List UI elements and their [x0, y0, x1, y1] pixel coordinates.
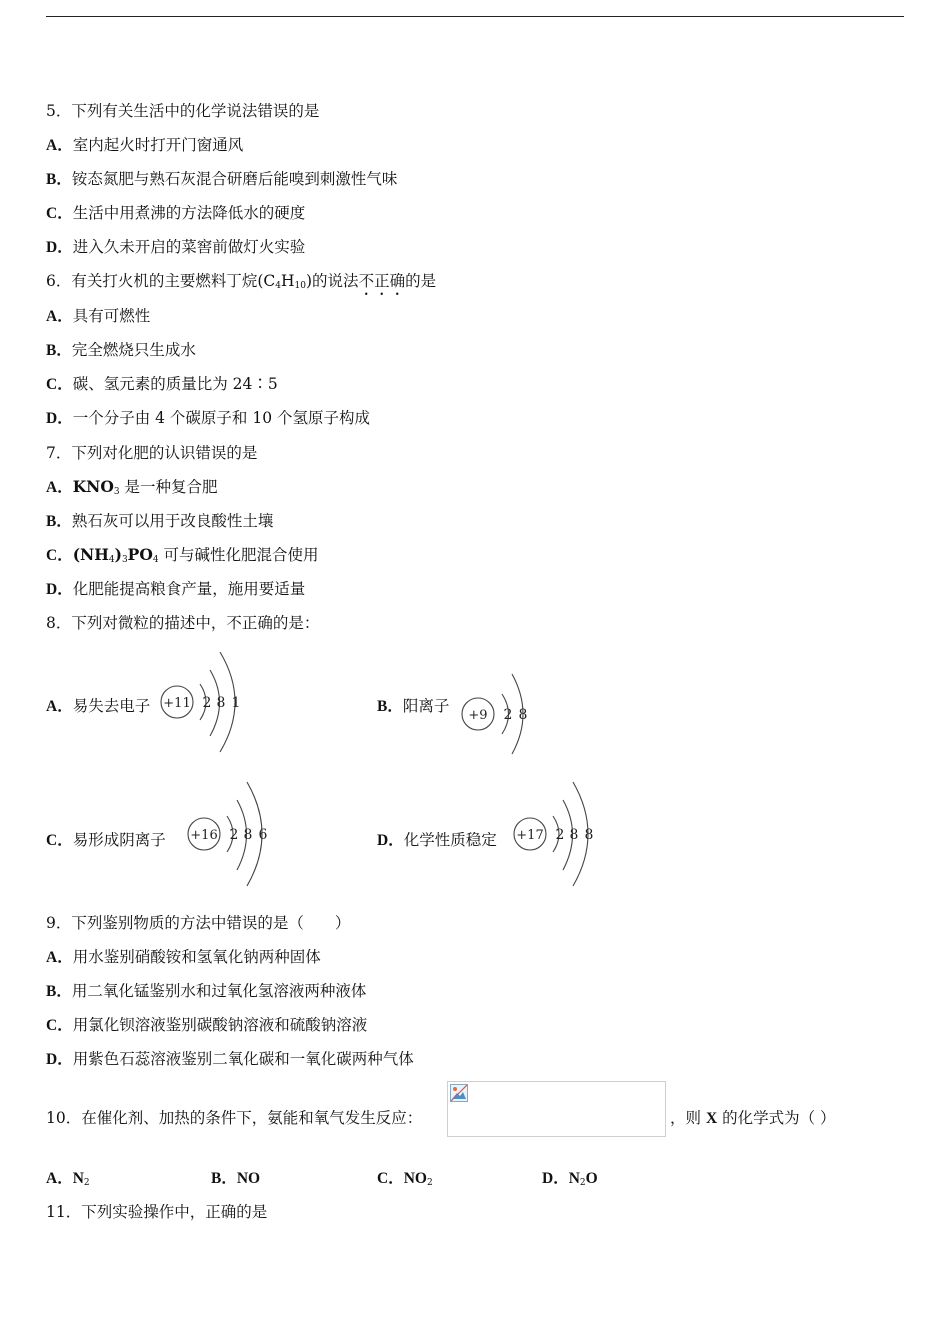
q6-option-b — [46, 340, 196, 361]
atom-structure-d — [511, 778, 601, 890]
formula: N — [568, 1170, 580, 1187]
atom-structure-a — [158, 646, 248, 756]
option-label: D． — [46, 239, 73, 256]
q10-stem — [46, 1108, 422, 1128]
electron-count: 1 — [231, 695, 241, 711]
formula: O — [585, 1170, 598, 1187]
q10-option-b — [211, 1168, 260, 1189]
formula-sub: 2 — [83, 1178, 90, 1188]
q5-option-d — [46, 237, 305, 258]
option-label: A． — [46, 308, 73, 325]
option-text: 铵态氮肥与熟石灰混合研磨后能嗅到刺激性气味 — [71, 170, 398, 188]
option-label: C． — [46, 376, 73, 393]
option-text: 完全燃烧只生成水 — [71, 341, 196, 359]
option-label: C． — [46, 547, 73, 564]
equation-image-placeholder — [447, 1081, 666, 1137]
q5-option-a — [46, 135, 243, 156]
option-label: D． — [46, 410, 73, 427]
q9-option-b — [46, 981, 366, 1002]
atom-diagram-b — [460, 668, 535, 758]
nucleus-charge: +11 — [163, 696, 191, 711]
nucleus-charge: +16 — [190, 828, 218, 843]
q7-option-c — [46, 545, 319, 566]
option-text: 熟石灰可以用于改良酸性土壤 — [71, 512, 274, 530]
q9-stem — [46, 913, 350, 933]
option-label: A． — [46, 698, 73, 715]
header-rule — [46, 16, 904, 17]
option-label: A． — [46, 949, 73, 966]
electron-count: 6 — [258, 827, 268, 843]
option-label: C． — [46, 832, 73, 849]
option-text: 进入久未开启的菜窖前做灯火实验 — [72, 238, 306, 256]
formula: PO — [127, 545, 153, 564]
option-label: D． — [377, 832, 404, 849]
option-text: 用氯化钡溶液鉴别碳酸钠溶液和硫酸钠溶液 — [72, 1016, 368, 1034]
option-label: A． — [46, 137, 73, 154]
q6-emphasis: 不正确 — [358, 272, 406, 290]
q7-stem — [46, 443, 257, 463]
q8-stem — [46, 613, 319, 633]
option-label: C． — [46, 205, 73, 222]
q9-option-c — [46, 1015, 367, 1036]
option-text: 生活中用煮沸的方法降低水的硬度 — [72, 204, 306, 222]
q6-mid: H — [281, 272, 295, 290]
q7-option-b — [46, 511, 273, 532]
electron-count: 8 — [584, 827, 594, 843]
option-text: 是一种复合肥 — [119, 478, 218, 496]
nucleus-charge: +9 — [468, 708, 488, 723]
q6-stem-pre: 6．有关打火机的主要燃料丁烷(C — [46, 272, 276, 290]
formula: NO — [236, 1170, 261, 1187]
q8-option-b — [377, 696, 449, 717]
option-text: 用水鉴别硝酸铵和氢氧化钠两种固体 — [72, 948, 321, 966]
q5-option-b — [46, 169, 397, 190]
atom-diagram-d — [511, 778, 601, 890]
option-label: A． — [46, 1170, 73, 1187]
option-text: 用紫色石蕊溶液鉴别二氧化碳和一氧化碳两种气体 — [72, 1050, 414, 1068]
option-text: 碳、氢元素的质量比为 24∶5 — [72, 375, 278, 393]
q6-stem — [46, 271, 436, 299]
electron-count: 2 — [503, 707, 513, 723]
option-text: 具有可燃性 — [72, 307, 151, 325]
q8-option-d — [377, 830, 497, 851]
electron-count: 8 — [518, 707, 528, 723]
q10-option-d — [542, 1168, 598, 1189]
formula-sub: 4 — [108, 555, 115, 565]
option-label: D． — [542, 1170, 569, 1187]
q9-option-d — [46, 1049, 414, 1070]
q10-after-post: 的化学式为（ ） — [717, 1109, 836, 1127]
option-label: C． — [46, 1017, 73, 1034]
electron-count: 2 — [555, 827, 565, 843]
q8-stem-text: 8．下列对微粒的描述中，不正确的是： — [46, 614, 320, 632]
option-label: D． — [46, 1051, 73, 1068]
electron-count: 2 — [202, 695, 212, 711]
nucleus-charge: +17 — [516, 828, 544, 843]
q8-option-a — [46, 696, 150, 717]
option-label: B． — [377, 698, 403, 715]
option-label: D． — [46, 581, 73, 598]
q10-option-a — [46, 1168, 90, 1189]
formula: (NH — [72, 545, 109, 564]
option-label: B． — [46, 342, 72, 359]
atom-diagram-a — [158, 646, 248, 756]
option-text: 易形成阴离子 — [72, 831, 166, 849]
q6-stem-post: )的说法 — [306, 272, 359, 290]
electron-count: 2 — [229, 827, 239, 843]
q11-stem — [46, 1202, 267, 1222]
option-text: 可与碱性化肥混合使用 — [158, 546, 319, 564]
q10-stem-after — [670, 1108, 836, 1129]
q9-option-a — [46, 947, 321, 968]
q10-x: X — [705, 1110, 718, 1127]
q11-stem-text: 11．下列实验操作中，正确的是 — [46, 1203, 268, 1221]
q8-option-c — [46, 830, 166, 851]
electron-count: 8 — [243, 827, 253, 843]
formula-sub: 2 — [579, 1178, 586, 1188]
q7-stem-text: 7．下列对化肥的认识错误的是 — [46, 444, 258, 462]
atom-diagram-c — [185, 778, 275, 890]
q6-option-c — [46, 374, 278, 395]
formula: N — [72, 1170, 84, 1187]
electron-count: 8 — [569, 827, 579, 843]
q7-option-d — [46, 579, 305, 600]
formula-sub: 3 — [113, 487, 120, 497]
formula-sub: 2 — [426, 1178, 433, 1188]
q6-stem-tail: 的是 — [405, 272, 437, 290]
q5-stem-text: 5．下列有关生活中的化学说法错误的是 — [46, 102, 320, 120]
q6-option-a — [46, 306, 150, 327]
option-label: B． — [46, 171, 72, 188]
option-text: 化肥能提高粮食产量，施用要适量 — [72, 580, 306, 598]
q6-sub2: 10 — [294, 281, 306, 291]
formula-sub: 4 — [152, 555, 159, 565]
electron-count: 8 — [216, 695, 226, 711]
atom-structure-c — [185, 778, 275, 890]
q9-stem-text: 9．下列鉴别物质的方法中错误的是（ ） — [46, 914, 351, 932]
q10-stem-text: 10．在催化剂、加热的条件下，氨能和氧气发生反应： — [46, 1109, 423, 1127]
option-label: B． — [46, 983, 72, 1000]
q5-stem — [46, 101, 319, 121]
broken-image-icon — [450, 1084, 468, 1102]
option-text: 阳离子 — [402, 697, 450, 715]
q6-option-d — [46, 408, 370, 429]
q5-option-c — [46, 203, 305, 224]
atom-structure-b — [460, 668, 535, 758]
q10-after-pre: ，则 — [670, 1109, 706, 1127]
option-label: B． — [211, 1170, 237, 1187]
option-text: 化学性质稳定 — [403, 831, 497, 849]
q10-option-c — [377, 1168, 433, 1189]
formula: ) — [114, 545, 122, 564]
option-label: B． — [46, 513, 72, 530]
formula: NO — [403, 1170, 427, 1187]
option-text: 一个分子由 4 个碳原子和 10 个氢原子构成 — [72, 409, 370, 427]
option-label: C． — [377, 1170, 404, 1187]
formula-sub: 3 — [121, 555, 128, 565]
q6-sub1: 4 — [275, 281, 282, 291]
option-text: 易失去电子 — [72, 697, 151, 715]
q7-option-a — [46, 477, 218, 498]
option-text: 用二氧化锰鉴别水和过氧化氢溶液两种液体 — [71, 982, 367, 1000]
formula: KNO — [72, 477, 114, 496]
option-label: A． — [46, 479, 73, 496]
option-text: 室内起火时打开门窗通风 — [72, 136, 244, 154]
